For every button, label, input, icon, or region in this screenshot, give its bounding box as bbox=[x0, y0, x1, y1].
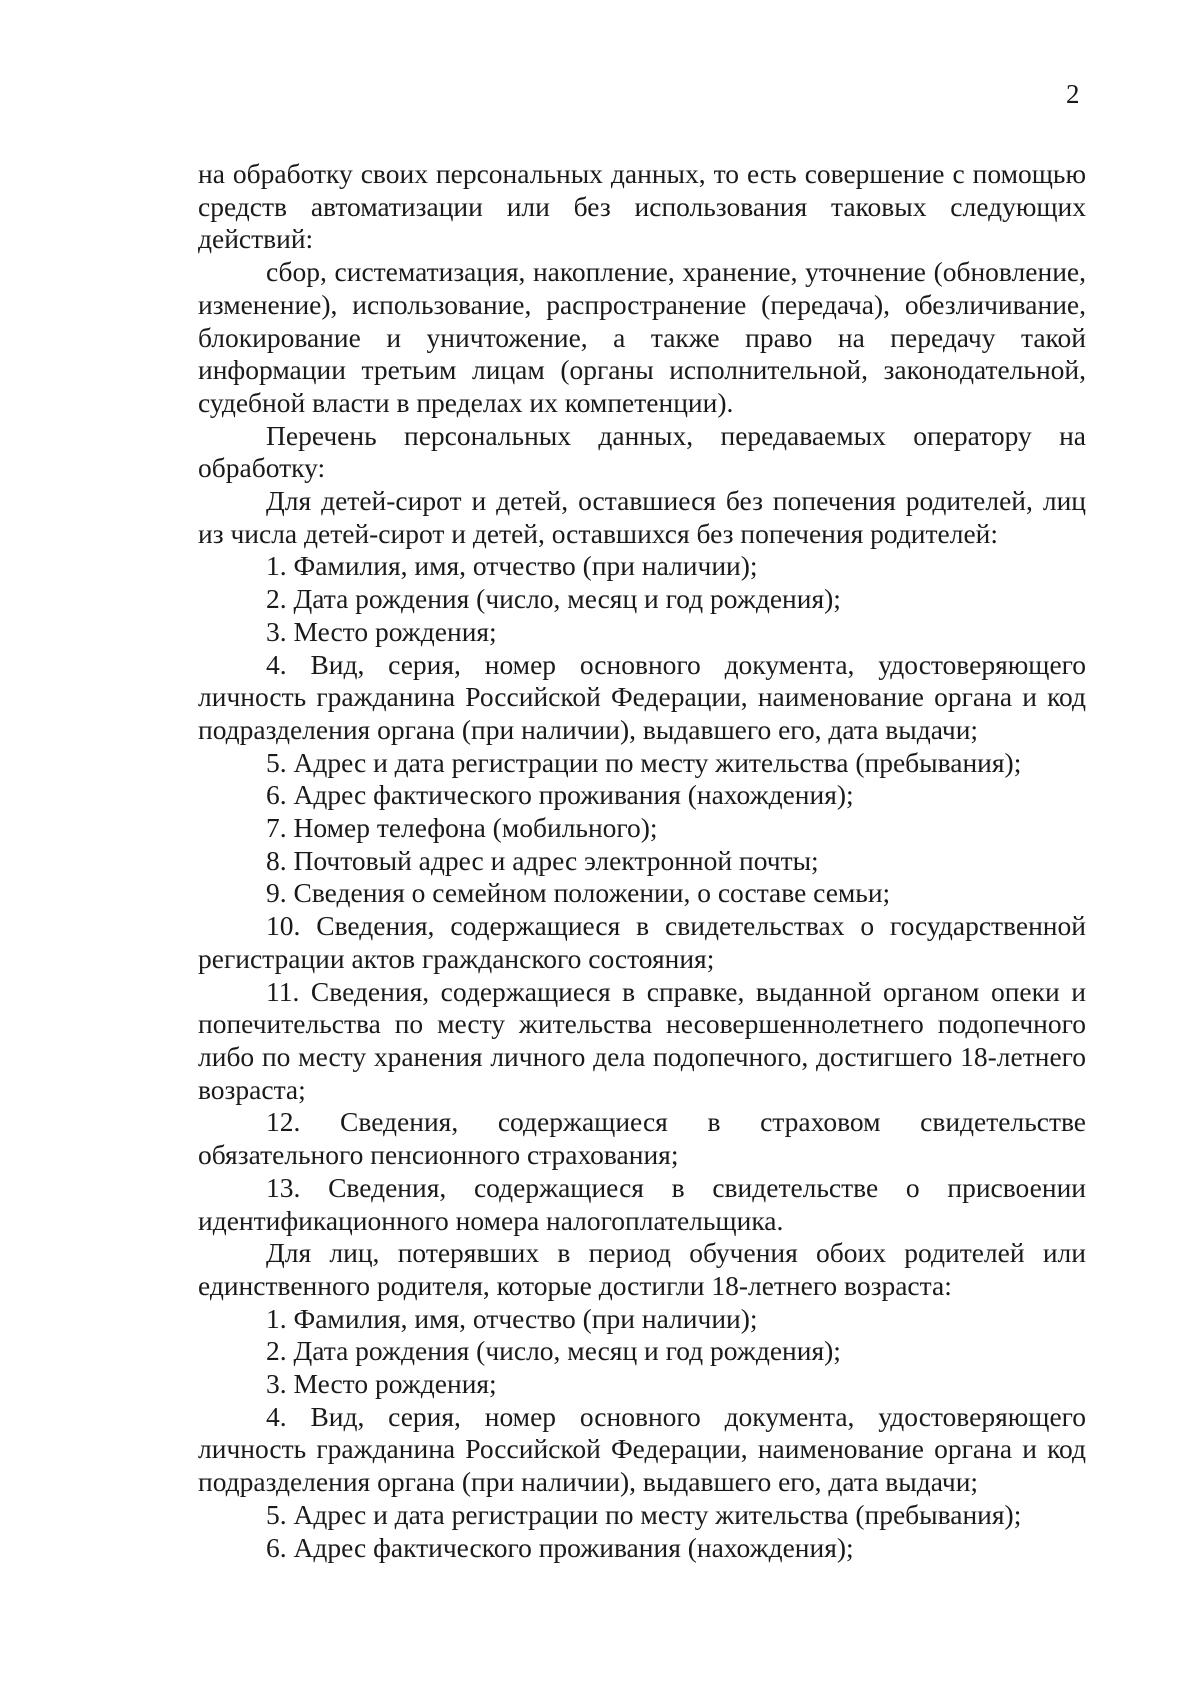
list-item: 4. Вид, серия, номер основного документа, удостоверяющего личность гражданина Российской Федерации, наименование органа и код подразделения органа (при наличии), выдавшего его, дата выдачи; bbox=[198, 648, 1086, 745]
list-item: 13. Сведения, содержащиеся в свидетельстве о присвоении идентификационного номера налогоплательщика. bbox=[198, 1171, 1086, 1236]
list-item: 2. Дата рождения (число, месяц и год рождения); bbox=[266, 583, 841, 615]
list-item: 1. Фамилия, имя, отчество (при наличии); bbox=[266, 1302, 758, 1334]
list-item: 3. Место рождения; bbox=[266, 615, 497, 647]
paragraph-orphans-heading: Для детей-сирот и детей, оставшиеся без попечения родителей, лиц из числа детей-сирот и детей, оставшихся без попечения родителей: bbox=[198, 485, 1086, 549]
list-item: 4. Вид, серия, номер основного документа, удостоверяющего личность гражданина Российской Федерации, наименование органа и код подразделения органа (при наличии), выдавшего его, дата выдачи; bbox=[198, 1400, 1086, 1498]
list-item: 12. Сведения, содержащиеся в страховом свидетельстве обязательного пенсионного страхования; bbox=[198, 1106, 1086, 1171]
document-body bbox=[198, 158, 1086, 1564]
list-item: 10. Сведения, содержащиеся в свидетельствах о государственной регистрации актов гражданского состояния; bbox=[198, 910, 1086, 974]
list-item: 1. Фамилия, имя, отчество (при наличии); bbox=[266, 550, 758, 582]
paragraph-orphaned-students-heading: Для лиц, потерявших в период обучения обоих родителей или единственного родителя, которые достигли 18-летнего возраста: bbox=[198, 1237, 1086, 1301]
list-item: 6. Адрес фактического проживания (нахождения); bbox=[266, 779, 854, 811]
list-item: 7. Номер телефона (мобильного); bbox=[266, 812, 658, 844]
list-item: 5. Адрес и дата регистрации по месту жительства (пребывания); bbox=[266, 746, 1022, 778]
list-item: 3. Место рождения; bbox=[266, 1368, 497, 1400]
list-item: 9. Сведения о семейном положении, о составе семьи; bbox=[266, 877, 891, 909]
list-item: 5. Адрес и дата регистрации по месту жительства (пребывания); bbox=[266, 1498, 1022, 1530]
list-item: 11. Сведения, содержащиеся в справке, выданной органом опеки и попечительства по месту жительства несовершеннолетнего подопечного либо по месту хранения личного дела подопечного, достигшего 18-летнего возраста; bbox=[198, 975, 1086, 1105]
page-number: 2 bbox=[1066, 79, 1080, 109]
list-item: 8. Почтовый адрес и адрес электронной почты; bbox=[266, 844, 819, 876]
paragraph-data-list-heading: Перечень персональных данных, передаваемых оператору на обработку: bbox=[198, 419, 1086, 484]
paragraph-consent-intro: на обработку своих персональных данных, то есть совершение с помощью средств автоматизации или без использования таковых следующих действий: bbox=[198, 158, 1086, 255]
list-item: 2. Дата рождения (число, месяц и год рождения); bbox=[266, 1335, 841, 1367]
paragraph-actions: сбор, систематизация, накопление, хранение, уточнение (обновление, изменение), использование, распространение (передача), обезличивание, блокирование и уничтожение, а также право на передачу такой информации третьим лицам (органы исполнительной, законодательной, судебной власти в пределах их компетенции). bbox=[198, 256, 1086, 418]
list-item: 6. Адрес фактического проживания (нахождения); bbox=[266, 1531, 854, 1563]
